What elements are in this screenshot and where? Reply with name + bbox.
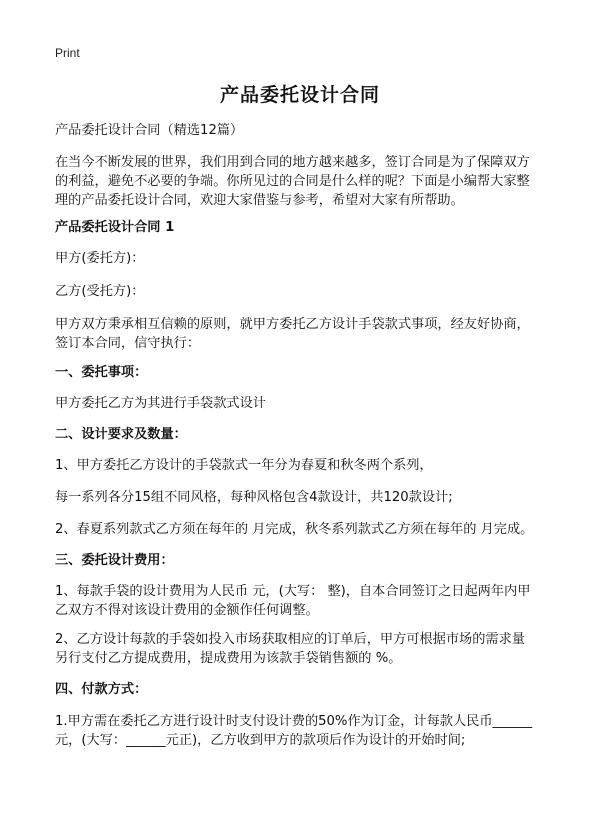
section-3-item-1-line-2: 乙双方不得对该设计费用的金额作任何调整。 [55, 603, 319, 618]
section-heading-4: 四、付款方式： [55, 682, 148, 697]
section-1-text: 甲方委托乙方为其进行手袋款式设计 [55, 396, 266, 411]
section-4-item-1-line-2: 元，(大写：______元正)，乙方收到甲方的款项后作为设计的开始时间; [55, 733, 466, 748]
section-heading-3: 三、委托设计费用： [55, 553, 174, 568]
section-4-item-1-line-1: 1.甲方需在委托乙方进行设计时支付设计费的50%作为订金，计每款人民币______ [55, 714, 533, 729]
section-heading-1: 一、委托事项： [55, 365, 148, 380]
intro-line-1: 在当今不断发展的世界，我们用到合同的地方越来越多，签订合同是为了保障双方 [55, 155, 530, 170]
section-2-item-1: 1、甲方委托乙方设计的手袋款式一年分为春夏和秋冬两个系列， [55, 458, 433, 473]
section-3-item-2-line-1: 2、乙方设计每款的手袋如投入市场获取相应的订单后，甲方可根据市场的需求量 [55, 632, 525, 647]
intro-line-2: 的利益，避免不必要的争端。你所见过的合同是什么样的呢？下面是小编帮大家整 [55, 174, 530, 189]
section-3-item-1-line-1: 1、每款手袋的设计费用为人民币 元，(大写： 整)，自本合同签订之日起两年内甲 [55, 584, 531, 599]
preamble-line-2: 签订本合同，信守执行： [55, 336, 201, 351]
section-2-item-2: 2、春夏系列款式乙方须在每年的 月完成，秋冬系列款式乙方须在每年的 月完成。 [55, 522, 534, 537]
section-heading-2: 二、设计要求及数量： [55, 427, 187, 442]
intro-line-3: 理的产品委托设计合同，欢迎大家借鉴与参考，希望对大家有所帮助。 [55, 193, 464, 208]
print-link[interactable]: Print [55, 46, 80, 60]
document-subtitle: 产品委托设计合同（精选12篇） [55, 123, 244, 138]
party-a-field: 甲方(委托方)： [55, 251, 145, 266]
party-b-field: 乙方(受托方)： [55, 284, 145, 299]
section-2-item-1-cont: 每一系列各分15组不同风格，每种风格包含4款设计，共120款设计; [55, 490, 453, 505]
preamble-line-1: 甲方双方秉承相互信赖的原则，就甲方委托乙方设计手袋款式事项，经友好协商， [55, 317, 530, 332]
contract-heading: 产品委托设计合同 1 [55, 220, 175, 235]
document-title: 产品委托设计合同 [219, 84, 380, 106]
section-3-item-2-line-2: 另行支付乙方提成费用，提成费用为该款手袋销售额的 %。 [55, 651, 402, 666]
